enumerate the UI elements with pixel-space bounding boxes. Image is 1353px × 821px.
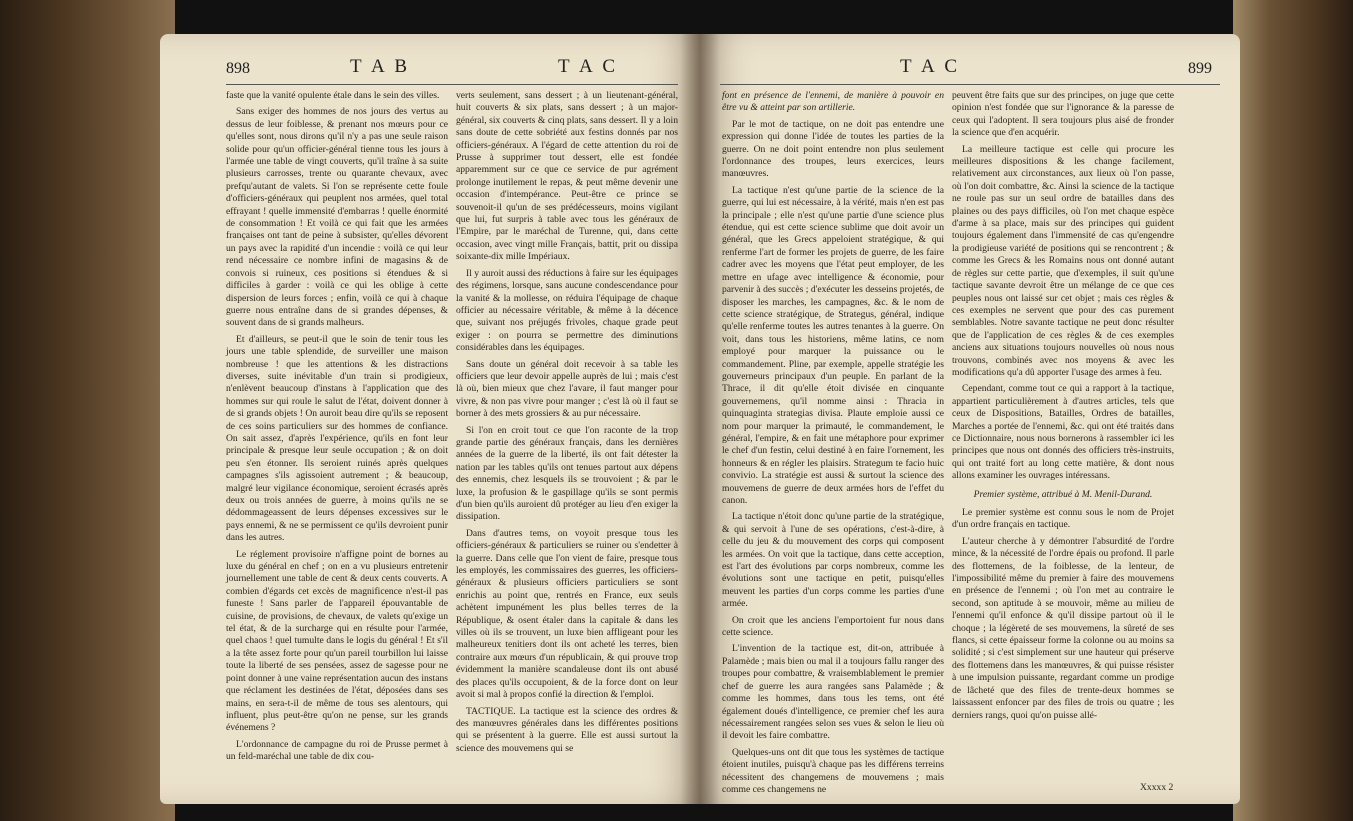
running-head-right: T A C [900,56,961,77]
paragraph: L'invention de la tactique est, dit-on, attribuée à Palamède ; mais bien ou mal il a toujours fallu ranger des troupes pour combattre, & vraisemblablement le premier chef de guerre les aura rangées sans Palamède ; & comme les hommes, dans tous les tems, ont été également doués d'intelligence, ce premier chef les aura nécessairement rangées selon ses vues & selon le lieu où il devoit les faire combattre. [722,643,944,742]
page-number-right: 899 [1188,60,1212,77]
right-page-column-1 [722,90,944,800]
right-page-column-2 [952,90,1174,726]
book-gutter [680,34,720,804]
paragraph: verts seulement, sans dessert ; à un lieutenant-général, huit couverts & six plats, sans dessert ; à un major-général, six couverts & cinq plats, sans dessert. Il y a loin sans doute de cette sobriété aux festins donnés par nos officiers-généraux. A l'égard de cette attention du roi de Prusse à supprimer tout dessert, elle est fondée apparemment sur ce que ce service de pur agrément prolonge inutilement le repas, & peut même devenir une occasion d'intempérance. Peut-être ce prince se souvenoit-il qu'un de ses prédécesseurs, moins vigilant que lui, fut surpris à table avec tous les généraux de l'Empire, par le maréchal de Turenne, qui, dans cette occasion, avec vingt mille Français, battit, prit ou dissipa soixante-dix mille Impériaux. [456,90,678,263]
paragraph: Le réglement provisoire n'affigne point de bornes au luxe du général en chef ; on en a vu plusieurs entretenir journellement une table de cent & deux cents couverts. A combien d'égards cet excès de magnificence n'est-il pas funeste ! Sans parler de l'appareil épouvantable de cuisine, de provisions, de chevaux, de valets qu'exige un tel état, & de la surcharge qui en résulte pour l'armée, quel chaos ! quel tumulte dans le logis du général ! Et s'il a la tête assez forte pour qu'un pareil tourbillon lui laisse toute la liberté de ses pensées, assez de sagesse pour ne point donner à une vaine représentation aucun des instans que réclament les destinées de l'état, déposées dans ses mains, en sera-t-il de même de tous ses alentours, qui influent, plus peut-être qu'on ne pense, sur les grands événemens ? [226,548,448,734]
page-number-left: 898 [226,60,250,77]
paragraph: font en présence de l'ennemi, de manière à pouvoir en être vu & atteint par son artillerie. [722,90,944,114]
paragraph: Sans exiger des hommes de nos jours des vertus au dessus de leur foiblesse, & prenant nos mœurs pour ce qu'elles sont, nous dirons qu'il n'y a pas une seule raison solide pour qu'un officier-général tienne tous les jours à l'armée une table de vingt couverts, qu'il traîne à sa suite plusieurs carrosses, trente ou quarante chevaux, avec prefqu'autant de valets. Si l'on se représente cette foule d'officiers-généraux qui peuplent nos armées, quel total effrayant ! quelle immensité d'embarras ! quelle énormité de consommation ! Et voilà ce qui fait que les armées françaises ont tant de peine à subsister, qu'elles dévorent un pays avec la rapidité d'un incendie : voilà ce qui leur rend nécessaire ce nombre infini de magasins & de convois si ruineux, ces positions si étendues & si difficiles à garder : voilà ce qui les oblige à cette dispersion de leurs forces ; enfin, voilà ce qui à chaque guerre nous entraîne dans de si grandes dépenses, & souvent dans de si grands malheurs. [226,106,448,329]
paragraph: Si l'on en croit tout ce que l'on raconte de la trop grande partie des généraux français, dans les dernières années de la guerre de la liberté, ils ont fait détester la nation par les tables qu'ils ont tenues partout aux dépens des ennemis, chez lesquels ils se trouvoient ; & par le luxe, la profusion & le gaspillage qu'ils se sont permis d'un bien qu'ils auroient dû protéger au lieu d'en exiger la dissipation. [456,424,678,523]
running-head-left: T A B [350,56,411,77]
paragraph: Dans d'autres tems, on voyoit presque tous les officiers-généraux & particuliers se ruiner ou s'endetter à la guerre. Dans celle que l'on vient de faire, presque tous les employés, les commissaires des guerres, les officiers-généraux & plusieurs officiers particuliers se sont enrichis au point que, rentrés en France, eux seuls achètent impunément les plus belles terres de la République, & osent étaler dans la capitale & dans les villes où ils se trouvent, un luxe bien affligeant pour les malheureux tenitiers dont ils ont acheté les terres, bien contraire aux mœurs d'un républicain, & qui prouve trop évidemment la manière scandaleuse dont ils ont abusé des places qu'ils occupoient, & de la force dont on leur avoit si mal à propos confié la direction & l'emploi. [456,527,678,701]
running-head-left-center: T A C [558,56,619,77]
book-binding-left [0,0,175,821]
left-page [160,34,700,804]
right-page [700,34,1240,804]
paragraph: TACTIQUE. La tactique est la science des ordres & des manœuvres générales dans les différentes positions qui se présentent à la guerre. Elle est aussi surtout la science des mouvemens qui se [456,705,678,754]
header-rule-left [226,84,678,85]
section-heading: Premier système, attribué à M. Menil-Durand. [973,488,1153,500]
paragraph: La meilleure tactique est celle qui procure les meilleures dispositions & les change facilement, relativement aux circonstances, aux lieux où l'on passe, où l'on doit combattre, &c. Ainsi la science de la tactique ne roule pas sur un seul ordre de batailles dans des plaines ou des pays difficiles, où l'on met chaque espèce d'arme à sa place, mais sur des principes qui guident toujours également dans l'immensité de cas qu'engendre la prodigieuse variété de positions qui se rencontrent ; & comme les Grecs & les Romains nous ont donné autant de règles sur cette partie, que d'exemples, il suit qu'une tactique savante devroit être un mélange de ce que ces peuples nous ont laissé sur cet objet ; mais ces règles & ces exemples ne servent que pour des cas purement semblables. Notre savante tactique ne peut donc résulter que de l'application de ces règles & de ces exemples anciens aux situations toujours nouvelles où nous nous trouvons, combinés avec nos moyens & avec les modifications qu'a dû apporter l'usage des armes à feu. [952,143,1174,378]
paragraph: La tactique n'étoit donc qu'une partie de la stratégique, & qui servoit à l'une de ses opérations, c'est-à-dire, à celle du jeu & du mouvement des corps qui composent les armées. On voit que la tactique, dans cette acception, est l'art des évolutions par corps nombreux, comme les évolutions sont une tactique en petit, puisqu'elles meuvent les parties d'un corps comme les parties d'une armée. [722,511,944,610]
paragraph: Et d'ailleurs, se peut-il que le soin de tenir tous les jours une table splendide, de surveiller une maison nombreuse ! que les attentions & les distractions diverses, suite inévitable d'un train si prodigieux, n'enlèvent beaucoup d'instans à l'application que des hommes sur qui roule le salut de l'état, doivent donner à de si grands objets ! On auroit beau dire qu'ils se reposent de ces soins particuliers sur des hommes de confiance. On sait assez, d'après l'expérience, qu'ils en font leur principale & presque leur seule occupation ; & on doit peu s'en étonner. Ils seroient ruinés après quelques campagnes s'ils agissoient autrement ; & beaucoup, malgré leur vigilance économique, seroient écrasés après deux ou trois années de guerre, à moins qu'ils ne se dédommageassent de leurs dépenses excessives sur le pays ennemi, & ne se permissent ce qu'ils devroient punir dans les autres. [226,333,448,544]
paragraph: Le premier système est connu sous le nom de Projet d'un ordre français en tactique. [952,507,1174,531]
paragraph: peuvent être faits que sur des principes, on juge que cette opinion n'est fondée que sur l'ignorance & la paresse de ceux qui l'adoptent. Il sera toujours plus aisé de fronder la science que d'en acquérir. [952,90,1174,139]
header-rule-right [720,84,1220,85]
left-page-column-1 [226,90,448,768]
paragraph: L'ordonnance de campagne du roi de Prusse permet à un feld-maréchal une table de dix cou- [226,738,448,763]
signature-mark: Xxxxx 2 [1140,782,1174,793]
paragraph: Cependant, comme tout ce qui a rapport à la tactique, appartient particulièrement à d'autres articles, tels que ceux de Dispositions, Batailles, Ordres de batailles, Marches a portée de l'ennemi, &c. qui ont été traités dans ce Dictionnaire, nous nous bornerons à rassembler ici les principes que nous ont donnés des officiers très-instruits, qui ont traité fort au long cette matière, & dont nous allons examiner les ouvrages intéressans. [952,383,1174,482]
paragraph: faste que la vanité opulente étale dans le sein des villes. [226,90,440,101]
paragraph: Sans doute un général doit recevoir à sa table les officiers que leur devoir appelle auprès de lui ; mais c'est là où, bien mieux que chez l'avare, il faut manger pour vivre, & non pas vivre pour manger ; c'est là où il faut se borner à des mets grossiers & au pur nécessaire. [456,358,678,420]
paragraph: La tactique n'est qu'une partie de la science de la guerre, qui lui est nécessaire, à la vérité, mais n'en est pas la principale ; elle n'est qu'une partie d'une science plus étendue, qui est cette science sublime que doit avoir un général, que les Grecs appeloient stratégique, & qui renferme l'art de former les projets de guerre, de les faire cadrer avec les moyens que l'état peut employer, de les mettre en ufage avec intelligence & économie, pour parvenir à des succès ; d'exécuter les desseins projetés, de disposer les marches, les campagnes, &c. & le nom de cette science stratégique, de Strategus, général, indique qu'elle renferme toutes les autres tenantes à la guerre. On voit, dans tous les historiens, même latins, ce nom employé pour marquer la puissance ou le commandement. Pline, par exemple, appelle stratégie les gouverneurs principaux d'un peuple. En parlant de la Thrace, il dit qu'elle étoit divisée en cinquante gouvernemens, qu'il nomme ainsi : Thracia in quinquaginta strategias divisa. Plaute emploie aussi ce nom pour marquer la primauté, le commandement, le général, l'empire, & en fait une métaphore pour exprimer le chef d'un festin, celui destiné à en faire l'ornement, les honneurs & en régler les plaisirs. Strategum te facio huic convivio. La stratégie est aussi & surtout la science des mouvemens de guerre de deux armées hors de l'effet du canon. [722,184,944,506]
paragraph: Il y auroit aussi des réductions à faire sur les équipages des régimens, lorsque, sans aucune condescendance pour la vanité & la mollesse, on réduira l'équipage de chaque officier au nécessaire véritable, & même à la décence que, suivant nos préjugés frivoles, chaque grade peut exiger : on pourra se permettre des diminutions considérables dans les équipages. [456,267,678,354]
paragraph: Par le mot de tactique, on ne doit pas entendre une expression qui donne l'idée de toutes les parties de la guerre. On ne doit point entendre non plus seulement l'ordonnance des troupes, leurs exercices, leurs manœuvres. [722,118,944,180]
book-binding-right [1233,0,1353,821]
paragraph: L'auteur cherche à y démontrer l'absurdité de l'ordre mince, & la nécessité de l'ordre épais ou profond. Il parle des flottemens, de la foiblesse, de la lenteur, de l'impossibilité même du premier à faire des mouvemens en présence de l'ennemi ; où l'on met au contraire le second, son aptitude à se mouvoir, même au milieu de l'ennemi qu'il enfonce & qu'il dissipe partout où il le choque ; la légèreté de ses mouvemens, la sûreté de ses flancs, si cette épaisseur forme la colonne ou au moins sa solidité ; si c'est simplement sur une hauteur qui préserve des flottemens dans les manœuvres, & qui puisse résister à une impulsion puissante, regardant comme un prodige de lâcheté que des files de trente-deux hommes se laissassent enfoncer par des files de trois ou quatre ; les derniers rangs, quoi qu'on puisse allé- [952,535,1174,721]
paragraph: Quelques-uns ont dit que tous les systèmes de tactique étoient inutiles, puisqu'à chaque pas les différens terreins nécessitent des changemens de mouvemens ; mais comme ces changemens ne [722,746,944,795]
paragraph: On croit que les anciens l'emportoient fur nous dans cette science. [722,614,944,639]
left-page-column-2 [456,90,678,759]
